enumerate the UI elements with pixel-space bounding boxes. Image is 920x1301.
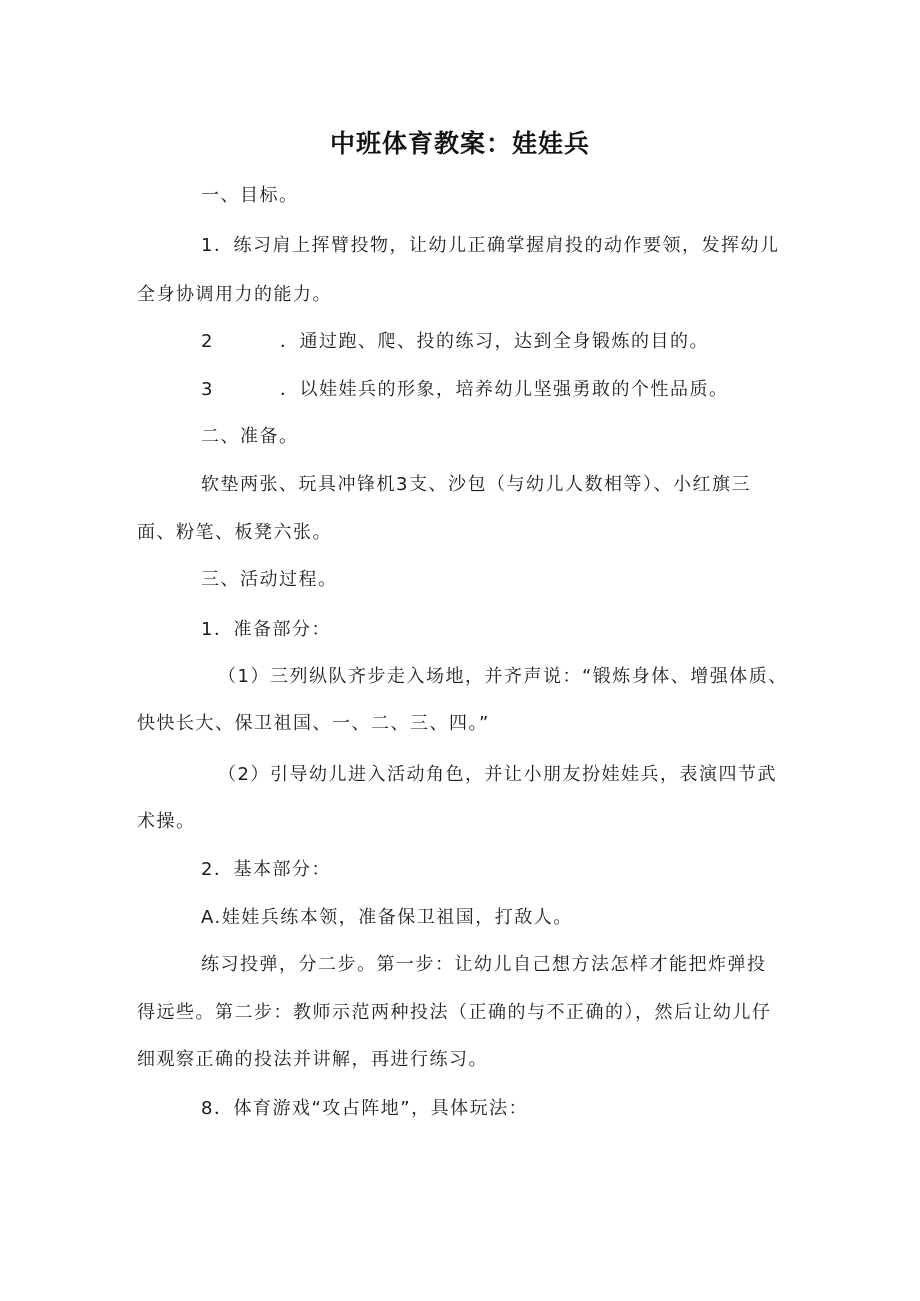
paragraph-line: 得远些。第二步：教师示范两种投法（正确的与不正确的），然后让幼儿仔 bbox=[137, 1002, 772, 1023]
paragraph-line: 全身协调用力的能力。 bbox=[137, 284, 332, 305]
paragraph-line: 细观察正确的投法并讲解，再进行练习。 bbox=[137, 1049, 488, 1070]
paragraph-line: 面、粉笔、板凳六张。 bbox=[137, 522, 332, 543]
paragraph-line: 1．练习肩上挥臂投物，让幼儿正确掌握肩投的动作要领，发挥幼儿 bbox=[201, 235, 780, 256]
section-heading-preparation: 二、准备。 bbox=[201, 426, 299, 447]
paragraph-line: 术操。 bbox=[137, 811, 196, 832]
item-number: 2 bbox=[201, 331, 214, 352]
paragraph-line: A.娃娃兵练本领，准备保卫祖国，打敌人。 bbox=[201, 907, 573, 928]
paragraph-line: （2）引导幼儿进入活动角色，并让小朋友扮娃娃兵，表演四节武 bbox=[218, 764, 777, 785]
item-number: 3 bbox=[201, 379, 214, 400]
paragraph-line: 2．基本部分： bbox=[201, 859, 331, 880]
section-heading-process: 三、活动过程。 bbox=[201, 569, 338, 590]
paragraph-line bbox=[201, 330, 709, 354]
section-heading-goals: 一、目标。 bbox=[201, 185, 299, 206]
item-text: ．以娃娃兵的形象，培养幼儿坚强勇敢的个性品质。 bbox=[279, 379, 729, 400]
item-text: ．通过跑、爬、投的练习，达到全身锻炼的目的。 bbox=[279, 331, 709, 352]
paragraph-line: 练习投弹，分二步。第一步：让幼儿自己想方法怎样才能把炸弹投 bbox=[201, 954, 767, 975]
paragraph-line: （1）三列纵队齐步走入场地，并齐声说：“锻炼身体、增强体质、 bbox=[218, 666, 788, 687]
paragraph-line: 快快长大、保卫祖国、一、二、三、四。” bbox=[137, 713, 490, 734]
paragraph-line: 8．体育游戏“攻占阵地”，具体玩法： bbox=[201, 1098, 529, 1119]
paragraph-line: 软垫两张、玩具冲锋机3支、沙包（与幼儿人数相等）、小红旗三 bbox=[201, 474, 751, 495]
paragraph-line: 1．准备部分： bbox=[201, 619, 331, 640]
paragraph-line bbox=[201, 378, 728, 402]
document-title: 中班体育教案：娃娃兵 bbox=[329, 129, 590, 158]
